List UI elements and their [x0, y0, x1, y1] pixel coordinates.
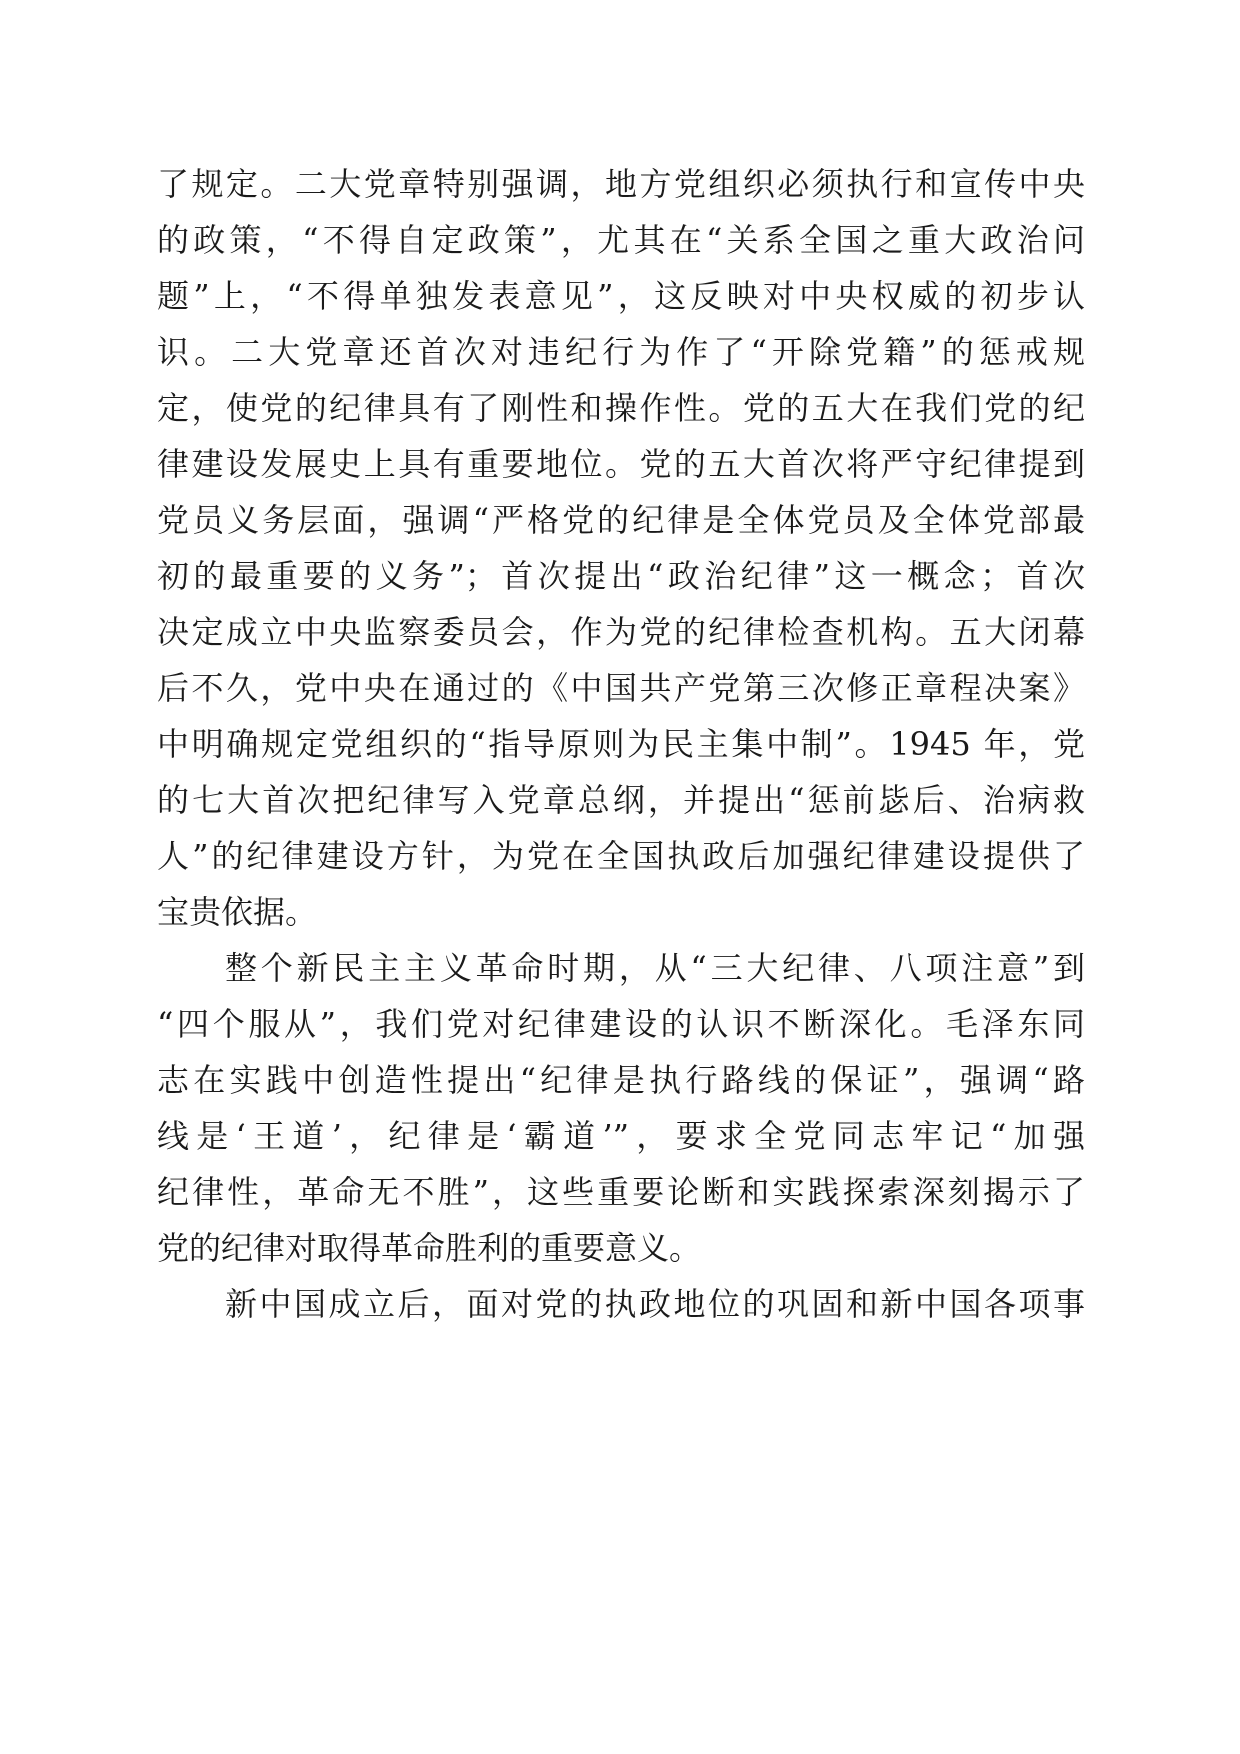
text-line: “四个服从”，我们党对纪律建设的认识不断深化。毛泽东同 [157, 1005, 1085, 1043]
text-line: 后不久，党中央在通过的《中国共产党第三次修正章程决案》 [157, 669, 1085, 707]
text-line: 党的纪律对取得革命胜利的重要意义。 [157, 1229, 702, 1267]
text-line: 了规定。二大党章特别强调，地方党组织必须执行和宣传中央 [157, 165, 1085, 203]
text-line: 识。二大党章还首次对违纪行为作了“开除党籍”的惩戒规 [157, 333, 1085, 371]
text-line: 新中国成立后，面对党的执政地位的巩固和新中国各项事 [225, 1285, 1085, 1323]
text-line: 宝贵依据。 [157, 893, 318, 931]
text-line: 定，使党的纪律具有了刚性和操作性。党的五大在我们党的纪 [157, 389, 1085, 427]
text-line: 中明确规定党组织的“指导原则为民主集中制”。1945 年，党 [157, 725, 1085, 763]
text-line: 初的最重要的义务”；首次提出“政治纪律”这一概念；首次 [157, 557, 1085, 595]
text-line: 志在实践中创造性提出“纪律是执行路线的保证”，强调“路 [157, 1061, 1085, 1099]
paragraph-1 [157, 156, 1085, 940]
text-line: 党员义务层面，强调“严格党的纪律是全体党员及全体党部最 [157, 501, 1085, 539]
text-line: 决定成立中央监察委员会，作为党的纪律检查机构。五大闭幕 [157, 613, 1085, 651]
paragraph-2 [157, 940, 1085, 1276]
document-page [157, 156, 1085, 1332]
text-line: 整个新民主主义革命时期，从“三大纪律、八项注意”到 [225, 949, 1085, 987]
text-line: 人”的纪律建设方针，为党在全国执政后加强纪律建设提供了 [157, 837, 1085, 875]
text-line: 的七大首次把纪律写入党章总纲，并提出“惩前毖后、治病救 [157, 781, 1085, 819]
text-line: 纪律性，革命无不胜”，这些重要论断和实践探索深刻揭示了 [157, 1173, 1085, 1211]
text-line: 的政策，“不得自定政策”，尤其在“关系全国之重大政治问 [157, 221, 1085, 259]
paragraph-3 [157, 1276, 1085, 1332]
text-line: 律建设发展史上具有重要地位。党的五大首次将严守纪律提到 [157, 445, 1085, 483]
text-line: 线是‘王道’，纪律是‘霸道’”，要求全党同志牢记“加强 [157, 1117, 1085, 1155]
text-line: 题”上，“不得单独发表意见”，这反映对中央权威的初步认 [157, 277, 1085, 315]
